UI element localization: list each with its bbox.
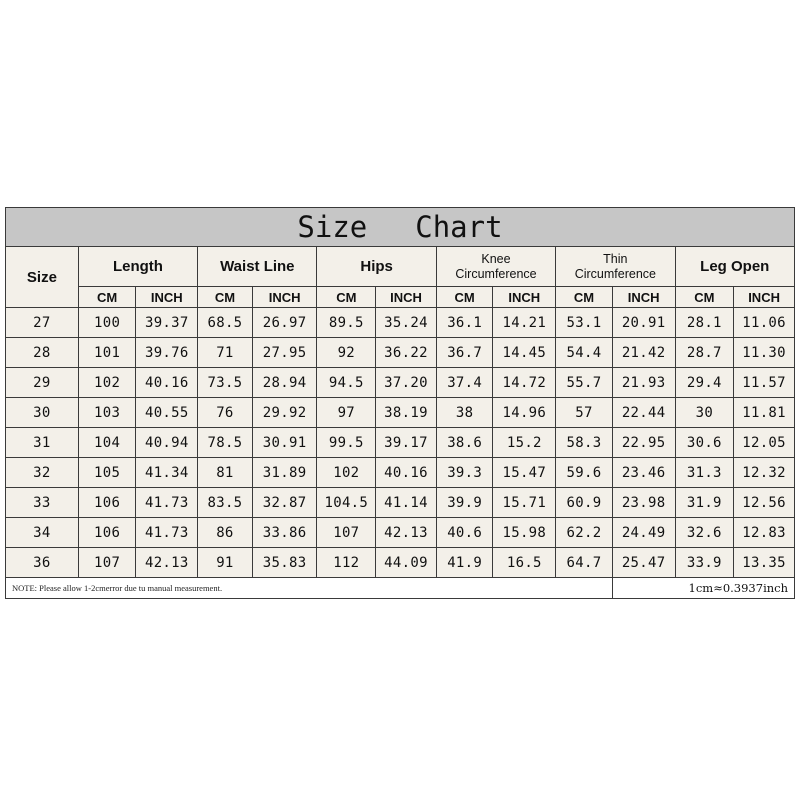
title-row: [6, 208, 795, 247]
measurement-cell: 30.6: [675, 428, 734, 458]
unit-cm: CM: [675, 287, 734, 308]
measurement-cell: 11.06: [734, 308, 795, 338]
size-chart: [5, 207, 795, 599]
measurement-cell: 105: [78, 458, 136, 488]
measurement-cell: 42.13: [376, 518, 437, 548]
measurement-cell: 101: [78, 338, 136, 368]
measurement-cell: 28.7: [675, 338, 734, 368]
measurement-cell: 11.81: [734, 398, 795, 428]
unit-inch: INCH: [136, 287, 198, 308]
measurement-cell: 28.1: [675, 308, 734, 338]
measurement-cell: 37.20: [376, 368, 437, 398]
measurement-cell: 30: [675, 398, 734, 428]
measurement-cell: 12.83: [734, 518, 795, 548]
measurement-cell: 42.13: [136, 548, 198, 578]
measurement-cell: 40.6: [436, 518, 493, 548]
conversion-note: 1cm≈0.3937inch: [612, 578, 794, 599]
measurement-cell: 14.96: [493, 398, 556, 428]
size-cell: 28: [6, 338, 79, 368]
measurement-cell: 39.17: [376, 428, 437, 458]
measurement-cell: 40.94: [136, 428, 198, 458]
measurement-cell: 23.98: [612, 488, 675, 518]
measurement-cell: 20.91: [612, 308, 675, 338]
measurement-cell: 104: [78, 428, 136, 458]
measurement-cell: 11.57: [734, 368, 795, 398]
measurement-cell: 15.98: [493, 518, 556, 548]
measurement-cell: 29.4: [675, 368, 734, 398]
measurement-cell: 21.42: [612, 338, 675, 368]
unit-cm: CM: [317, 287, 376, 308]
table-row: [6, 488, 795, 518]
measurement-cell: 55.7: [556, 368, 613, 398]
measurement-cell: 107: [78, 548, 136, 578]
measurement-cell: 41.9: [436, 548, 493, 578]
measurement-cell: 41.34: [136, 458, 198, 488]
header-line: Thin: [603, 251, 628, 266]
measurement-cell: 99.5: [317, 428, 376, 458]
header-row: [6, 247, 795, 287]
unit-row: [6, 287, 795, 308]
measurement-cell: 68.5: [198, 308, 253, 338]
measurement-cell: 33.86: [252, 518, 317, 548]
size-cell: 29: [6, 368, 79, 398]
measurement-cell: 38: [436, 398, 493, 428]
measurement-cell: 14.72: [493, 368, 556, 398]
size-cell: 30: [6, 398, 79, 428]
unit-inch: INCH: [612, 287, 675, 308]
unit-inch: INCH: [493, 287, 556, 308]
measurement-cell: 106: [78, 518, 136, 548]
measurement-cell: 30.91: [252, 428, 317, 458]
measurement-cell: 21.93: [612, 368, 675, 398]
measurement-cell: 12.32: [734, 458, 795, 488]
size-cell: 34: [6, 518, 79, 548]
measurement-cell: 57: [556, 398, 613, 428]
header-line: Circumference: [455, 266, 537, 281]
measurement-cell: 83.5: [198, 488, 253, 518]
unit-cm: CM: [198, 287, 253, 308]
measurement-cell: 64.7: [556, 548, 613, 578]
table-row: [6, 458, 795, 488]
size-cell: 31: [6, 428, 79, 458]
measurement-cell: 39.37: [136, 308, 198, 338]
measurement-cell: 97: [317, 398, 376, 428]
measurement-cell: 38.19: [376, 398, 437, 428]
measurement-cell: 81: [198, 458, 253, 488]
leg-open-header: Leg Open: [675, 247, 794, 287]
size-cell: 32: [6, 458, 79, 488]
size-chart-table: [5, 207, 795, 599]
title-word: Size: [297, 210, 368, 244]
measurement-cell: 13.35: [734, 548, 795, 578]
measurement-cell: 28.94: [252, 368, 317, 398]
measurement-cell: 23.46: [612, 458, 675, 488]
chart-title: [6, 208, 795, 247]
measurement-cell: 41.73: [136, 518, 198, 548]
measurement-cell: 103: [78, 398, 136, 428]
table-row: [6, 338, 795, 368]
measurement-cell: 73.5: [198, 368, 253, 398]
measurement-cell: 15.2: [493, 428, 556, 458]
measurement-cell: 29.92: [252, 398, 317, 428]
measurement-cell: 15.47: [493, 458, 556, 488]
measurement-cell: 76: [198, 398, 253, 428]
measurement-cell: 54.4: [556, 338, 613, 368]
measurement-cell: 39.76: [136, 338, 198, 368]
measurement-cell: 31.9: [675, 488, 734, 518]
measurement-cell: 41.14: [376, 488, 437, 518]
measurement-cell: 41.73: [136, 488, 198, 518]
measurement-cell: 78.5: [198, 428, 253, 458]
table-row: [6, 518, 795, 548]
measurement-cell: 40.55: [136, 398, 198, 428]
measurement-cell: 71: [198, 338, 253, 368]
size-cell: 27: [6, 308, 79, 338]
unit-cm: CM: [556, 287, 613, 308]
measurement-cell: 59.6: [556, 458, 613, 488]
measurement-cell: 22.44: [612, 398, 675, 428]
measurement-cell: 35.24: [376, 308, 437, 338]
measurement-cell: 92: [317, 338, 376, 368]
table-row: [6, 308, 795, 338]
size-cell: 33: [6, 488, 79, 518]
measurement-cell: 58.3: [556, 428, 613, 458]
measurement-cell: 94.5: [317, 368, 376, 398]
header-line: Circumference: [574, 266, 656, 281]
measurement-cell: 36.22: [376, 338, 437, 368]
measurement-cell: 91: [198, 548, 253, 578]
measurement-cell: 106: [78, 488, 136, 518]
note-row: [6, 578, 795, 599]
measurement-cell: 14.45: [493, 338, 556, 368]
table-row: [6, 368, 795, 398]
waist-line-header: Waist Line: [198, 247, 317, 287]
measurement-cell: 86: [198, 518, 253, 548]
hips-header: Hips: [317, 247, 436, 287]
measurement-cell: 35.83: [252, 548, 317, 578]
measurement-cell: 53.1: [556, 308, 613, 338]
header-line: Knee: [481, 251, 511, 266]
measurement-cell: 26.97: [252, 308, 317, 338]
measurement-cell: 38.6: [436, 428, 493, 458]
measurement-cell: 12.56: [734, 488, 795, 518]
size-header: Size: [6, 247, 79, 308]
measurement-cell: 16.5: [493, 548, 556, 578]
measurement-cell: 100: [78, 308, 136, 338]
measurement-cell: 27.95: [252, 338, 317, 368]
measurement-cell: 31.3: [675, 458, 734, 488]
unit-inch: INCH: [376, 287, 437, 308]
measurement-cell: 14.21: [493, 308, 556, 338]
measurement-note: NOTE: Please allow 1-2cmerror due tu manual measurement.: [6, 578, 613, 599]
measurement-cell: 40.16: [136, 368, 198, 398]
unit-cm: CM: [436, 287, 493, 308]
table-row: [6, 398, 795, 428]
unit-inch: INCH: [252, 287, 317, 308]
measurement-cell: 62.2: [556, 518, 613, 548]
measurement-cell: 32.6: [675, 518, 734, 548]
measurement-cell: 11.30: [734, 338, 795, 368]
measurement-cell: 102: [78, 368, 136, 398]
measurement-cell: 37.4: [436, 368, 493, 398]
measurement-cell: 107: [317, 518, 376, 548]
measurement-cell: 39.3: [436, 458, 493, 488]
measurement-cell: 25.47: [612, 548, 675, 578]
table-row: [6, 548, 795, 578]
thin-circumference-header: [556, 247, 675, 287]
length-header: Length: [78, 247, 197, 287]
measurement-cell: 102: [317, 458, 376, 488]
measurement-cell: 22.95: [612, 428, 675, 458]
measurement-cell: 15.71: [493, 488, 556, 518]
measurement-cell: 12.05: [734, 428, 795, 458]
table-row: [6, 428, 795, 458]
measurement-cell: 31.89: [252, 458, 317, 488]
measurement-cell: 39.9: [436, 488, 493, 518]
unit-inch: INCH: [734, 287, 795, 308]
measurement-cell: 40.16: [376, 458, 437, 488]
measurement-cell: 36.7: [436, 338, 493, 368]
measurement-cell: 89.5: [317, 308, 376, 338]
measurement-cell: 44.09: [376, 548, 437, 578]
measurement-cell: 60.9: [556, 488, 613, 518]
measurement-cell: 104.5: [317, 488, 376, 518]
measurement-cell: 33.9: [675, 548, 734, 578]
title-word: Chart: [415, 210, 503, 244]
knee-circumference-header: [436, 247, 555, 287]
measurement-cell: 24.49: [612, 518, 675, 548]
size-cell: 36: [6, 548, 79, 578]
measurement-cell: 36.1: [436, 308, 493, 338]
unit-cm: CM: [78, 287, 136, 308]
measurement-cell: 112: [317, 548, 376, 578]
measurement-cell: 32.87: [252, 488, 317, 518]
